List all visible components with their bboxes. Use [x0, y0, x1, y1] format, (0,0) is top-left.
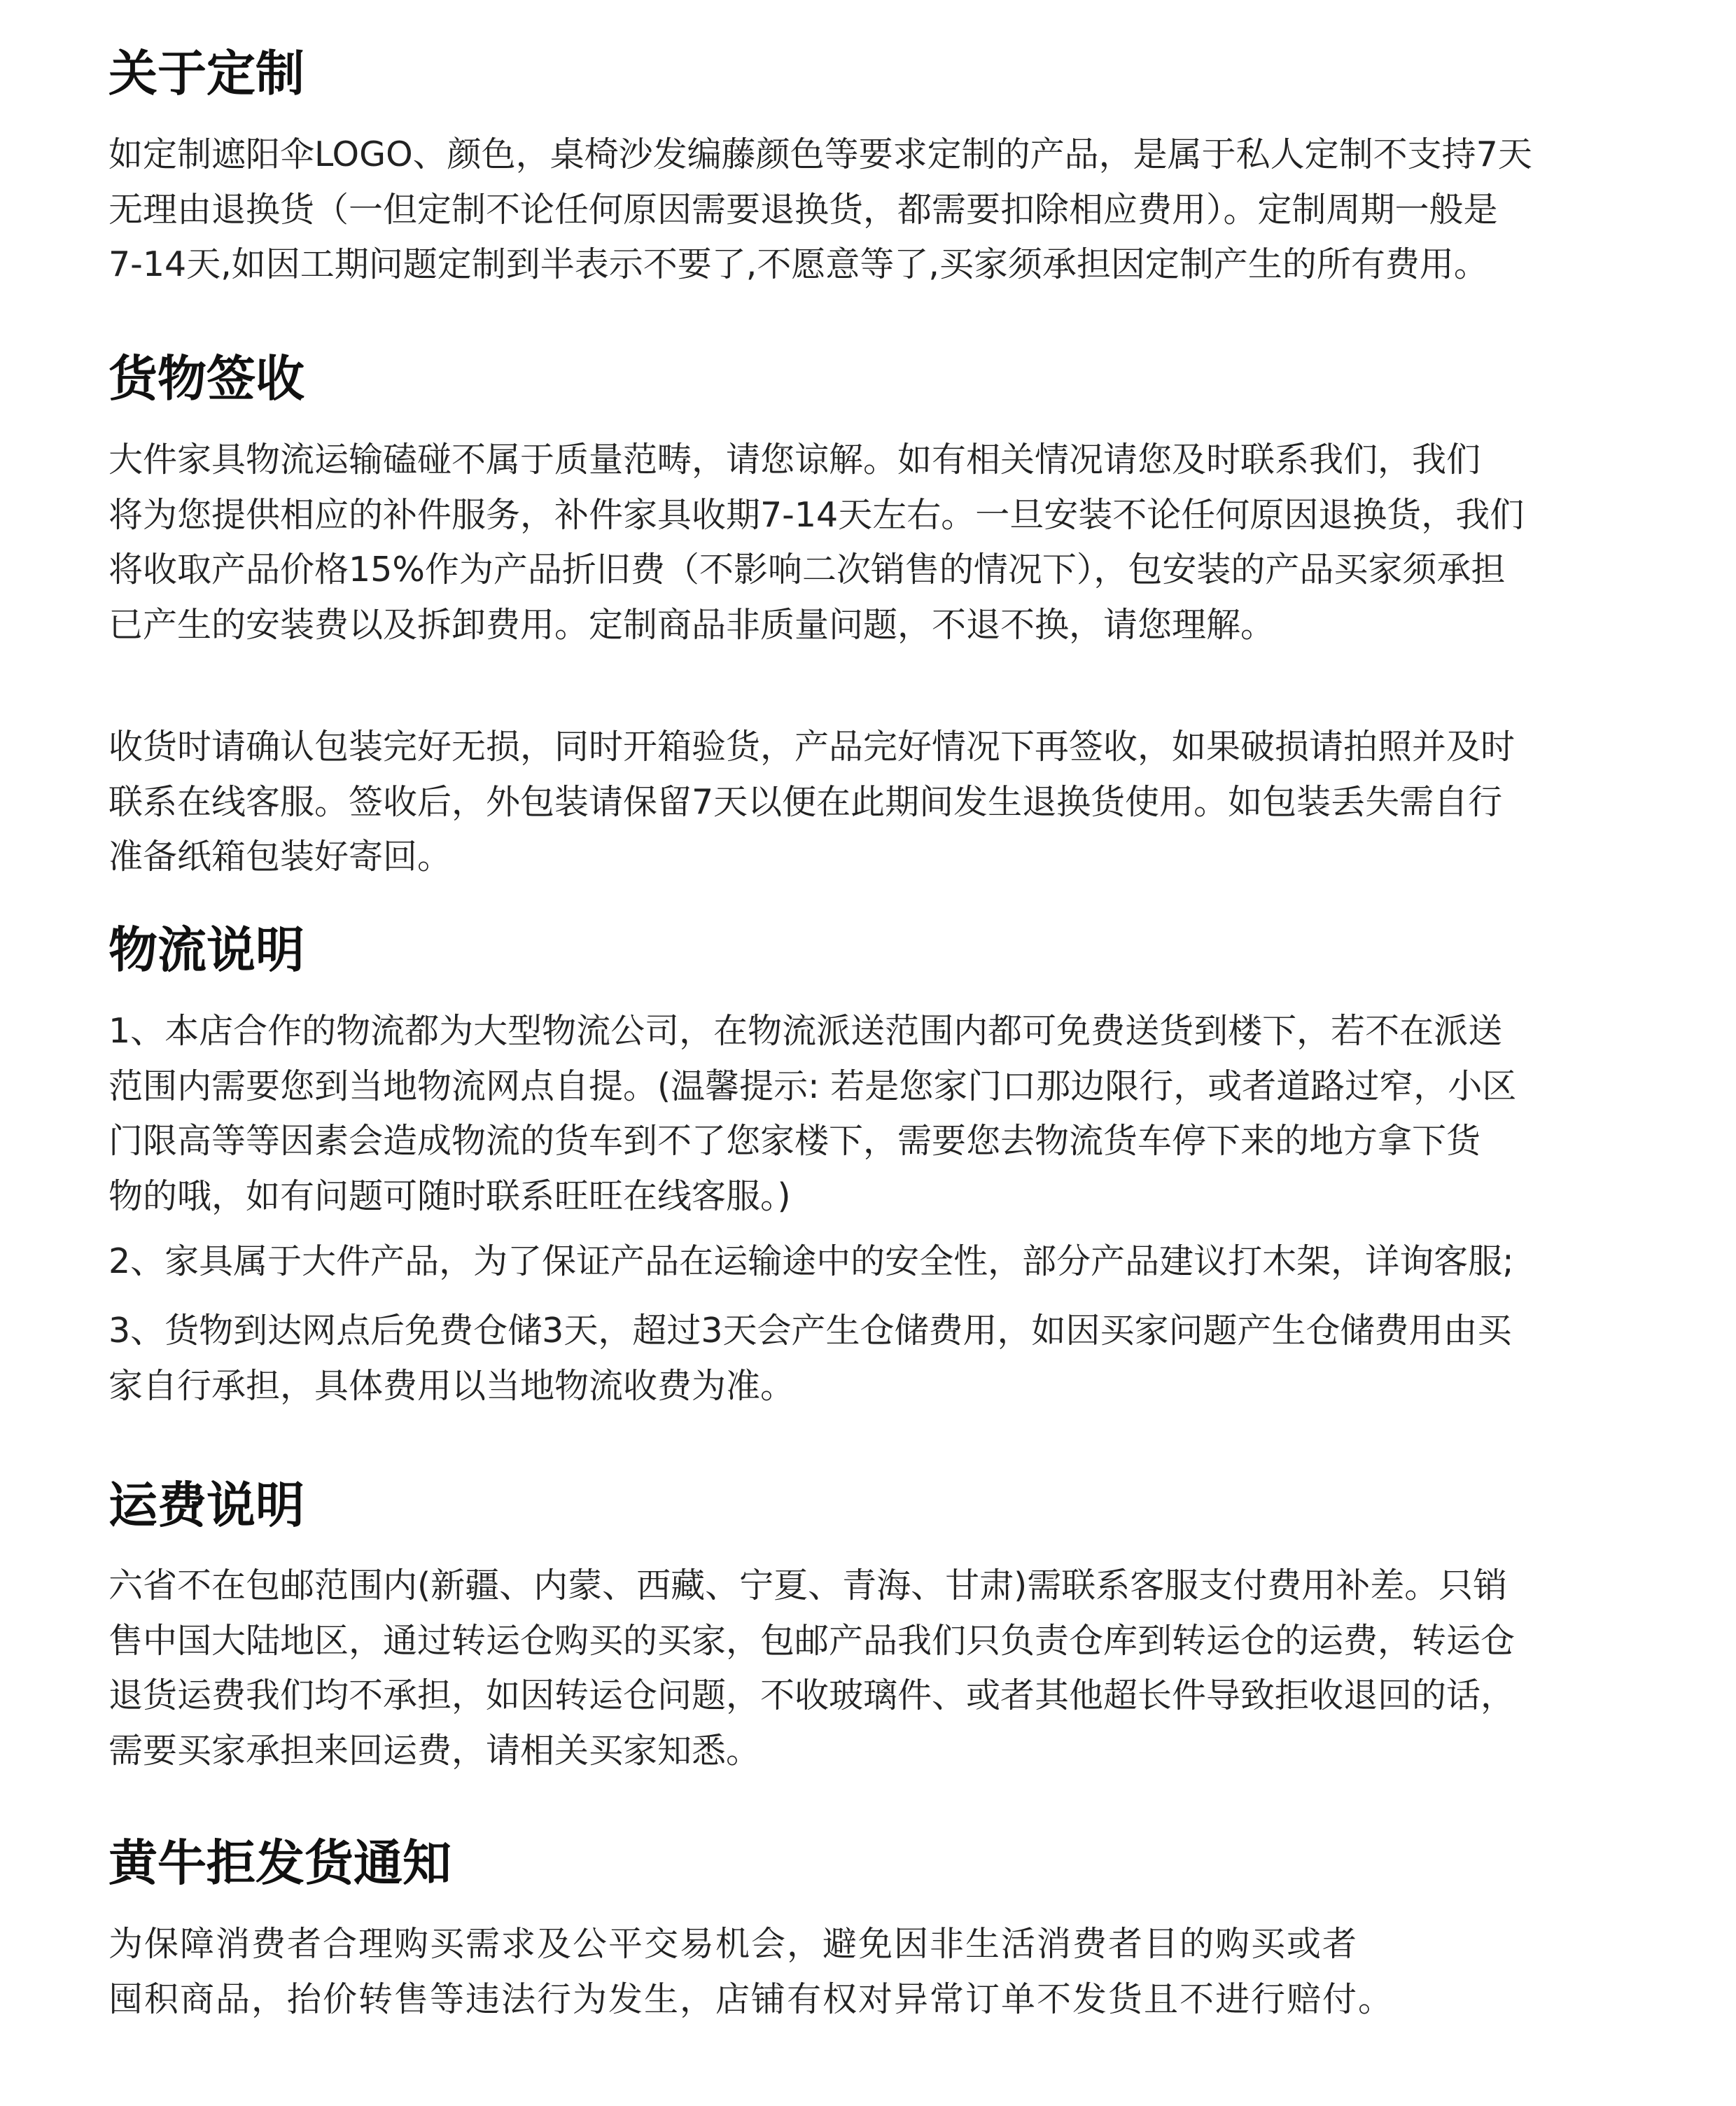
text-line: 收货时请确认包装完好无损，同时开箱验货，产品完好情况下再签收，如果破损请拍照并及时: [108, 727, 1516, 767]
paragraph-shipping-fee: [108, 1558, 1515, 1778]
text-line: 已产生的安装费以及拆卸费用。定制商品非质量问题，不退不换，请您理解。: [108, 604, 1275, 645]
section-title-customization: 关于定制: [108, 45, 304, 102]
text-line: 2、家具属于大件产品，为了保证产品在运输途中的安全性，部分产品建议打木架，详询客服;: [108, 1241, 1514, 1281]
text-line: 六省不在包邮范围内(新疆、内蒙、西藏、宁夏、青海、甘肃)需联系客服支付费用补差。只销: [108, 1565, 1508, 1605]
text-line: 将收取产品价格15%作为产品折旧费（不影响二次销售的情况下），包安装的产品买家须承担: [108, 550, 1506, 590]
text-line: 囤积商品，抬价转售等违法行为发生，店铺有权对异常订单不发货且不进行赔付。: [108, 1979, 1394, 2019]
section-title-logistics: 物流说明: [108, 921, 304, 979]
text-line: 大件家具物流运输磕碰不属于质量范畴，请您谅解。如有相关情况请您及时联系我们，我们: [108, 440, 1481, 480]
paragraph-customization: [108, 127, 1532, 293]
text-line: 准备纸箱包装好寄回。: [108, 837, 452, 877]
text-line: 3、货物到达网点后免费仓储3天，超过3天会产生仓储费用，如因买家问题产生仓储费用由买: [108, 1311, 1512, 1351]
text-line: 退货运费我们均不承担，如因转运仓问题，不收玻璃件、或者其他超长件导致拒收退回的话，: [108, 1675, 1516, 1715]
text-line: 为保障消费者合理购买需求及公平交易机会，避免因非生活消费者目的购买或者: [108, 1924, 1359, 1964]
text-line: 无理由退换货（一但定制不论任何原因需要退换货，都需要扣除相应费用）。定制周期一般是: [108, 189, 1498, 230]
text-line: 1、本店合作的物流都为大型物流公司，在物流派送范围内都可免费送货到楼下，若不在派送: [108, 1011, 1503, 1051]
text-line: 范围内需要您到当地物流网点自提。(温馨提示: 若是您家门口那边限行，或者道路过窄，小区: [108, 1066, 1517, 1106]
paragraph-logistics-3: [108, 1304, 1512, 1414]
text-line: 物的哦，如有问题可随时联系旺旺在线客服。): [108, 1176, 791, 1216]
text-line: 家自行承担，具体费用以当地物流收费为准。: [108, 1365, 795, 1406]
text-line: 如定制遮阳伞LOGO、颜色，桌椅沙发编藤颜色等要求定制的产品，是属于私人定制不支持7天: [108, 134, 1532, 174]
paragraph-scalper-notice: [108, 1917, 1394, 2027]
section-title-shipping-fee: 运费说明: [108, 1477, 304, 1534]
paragraph-logistics-2: [108, 1234, 1514, 1290]
section-title-scalper-notice: 黄牛拒发货通知: [108, 1834, 451, 1892]
text-line: 售中国大陆地区，通过转运仓购买的买家，包邮产品我们只负责仓库到转运仓的运费，转运仓: [108, 1620, 1516, 1661]
text-line: 将为您提供相应的补件服务，补件家具收期7-14天左右。一旦安装不论任何原因退换货，我们: [108, 494, 1525, 535]
text-line: 需要买家承担来回运费，请相关买家知悉。: [108, 1730, 761, 1771]
paragraph-receipt-damage: [108, 433, 1524, 653]
paragraph-receipt-inspection: [108, 720, 1515, 885]
paragraph-logistics-1: [108, 1004, 1516, 1224]
text-line: 7-14天,如因工期问题定制到半表示不要了,不愿意等了,买家须承担因定制产生的所有费用。: [108, 244, 1488, 284]
text-line: 联系在线客服。签收后，外包装请保留7天以便在此期间发生退换货使用。如包装丢失需自行: [108, 781, 1503, 822]
text-line: 门限高等等因素会造成物流的货车到不了您家楼下，需要您去物流货车停下来的地方拿下货: [108, 1121, 1481, 1161]
section-title-receipt: 货物签收: [108, 350, 304, 407]
